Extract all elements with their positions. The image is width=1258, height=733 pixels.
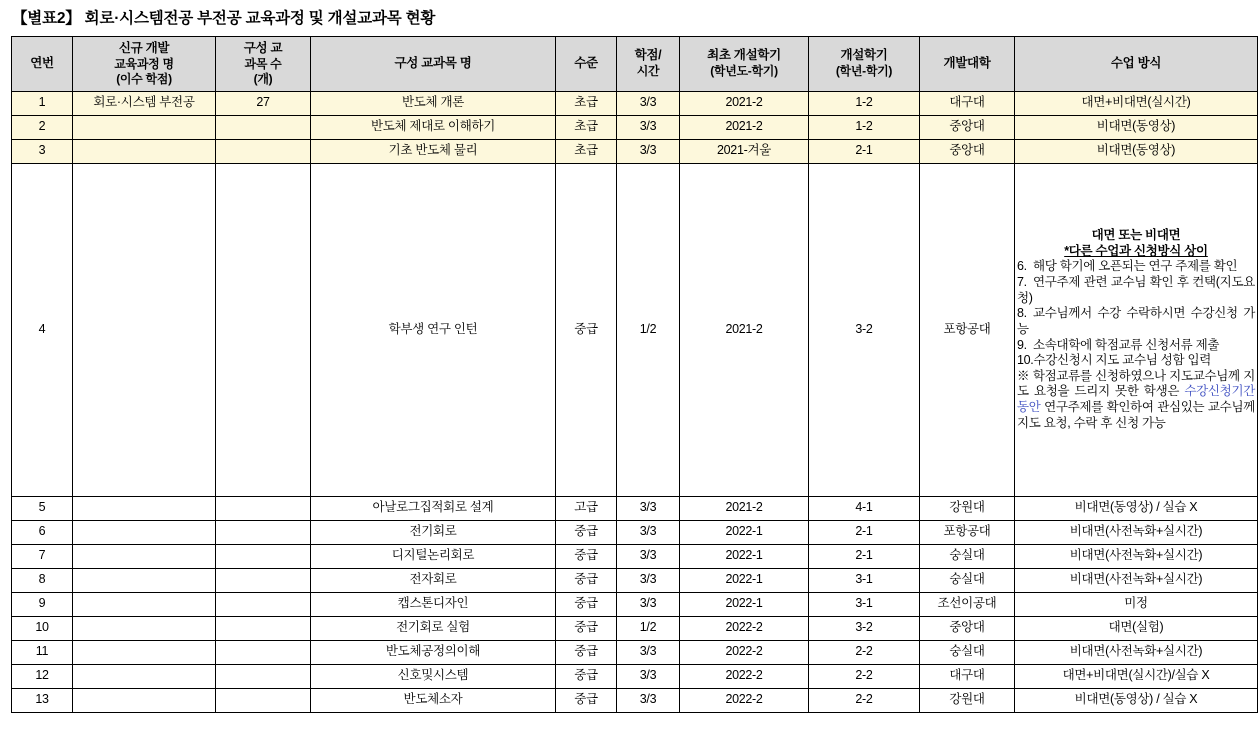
cell-univ: 숭실대 xyxy=(920,568,1015,592)
cell-level: 중급 xyxy=(556,664,617,688)
cell-no: 11 xyxy=(12,640,73,664)
cell-mode: 비대면(동영상) / 실습 X xyxy=(1015,496,1258,520)
cell-univ: 대구대 xyxy=(920,664,1015,688)
header-credit: 학점/ 시간 xyxy=(617,36,680,91)
cell-program xyxy=(73,520,216,544)
table-row xyxy=(12,592,1258,616)
cell-univ: 중앙대 xyxy=(920,115,1015,139)
mode-warning: *다른 수업과 신청방식 상이 xyxy=(1064,243,1208,258)
cell-univ: 포항공대 xyxy=(920,520,1015,544)
cell-count xyxy=(216,688,311,712)
mode-title: 대면 또는 비대면 xyxy=(1091,228,1181,243)
cell-mode: 비대면(사전녹화+실시간) xyxy=(1015,520,1258,544)
table-row xyxy=(12,688,1258,712)
cell-subject: 캡스톤디자인 xyxy=(311,592,556,616)
cell-credit: 3/3 xyxy=(617,568,680,592)
cell-subject: 디지털논리회로 xyxy=(311,544,556,568)
cell-count xyxy=(216,520,311,544)
mode-step: 9. 소속대학에 학점교류 신청서류 제출 xyxy=(1017,337,1220,352)
cell-program xyxy=(73,544,216,568)
cell-program: 회로·시스템 부전공 xyxy=(73,91,216,115)
cell-program xyxy=(73,568,216,592)
cell-subject: 전기회로 실험 xyxy=(311,616,556,640)
cell-credit: 1/2 xyxy=(617,163,680,496)
cell-univ: 강원대 xyxy=(920,496,1015,520)
mode-step: 7. 연구주제 관련 교수님 확인 후 컨택(지도요청) xyxy=(1017,275,1255,305)
cell-first-term: 2021-겨울 xyxy=(680,139,809,163)
cell-open-term: 3-1 xyxy=(809,568,920,592)
cell-open-term: 3-2 xyxy=(809,163,920,496)
table-row xyxy=(12,616,1258,640)
cell-mode: 비대면(동영상) / 실습 X xyxy=(1015,688,1258,712)
table-row xyxy=(12,544,1258,568)
cell-no: 1 xyxy=(12,91,73,115)
cell-open-term: 1-2 xyxy=(809,91,920,115)
table-row-intern xyxy=(12,163,1258,496)
cell-first-term: 2021-2 xyxy=(680,496,809,520)
cell-univ: 숭실대 xyxy=(920,640,1015,664)
cell-univ: 강원대 xyxy=(920,688,1015,712)
cell-first-term: 2021-2 xyxy=(680,163,809,496)
cell-credit: 3/3 xyxy=(617,520,680,544)
cell-count xyxy=(216,115,311,139)
cell-level: 고급 xyxy=(556,496,617,520)
cell-mode: 비대면(사전녹화+실시간) xyxy=(1015,544,1258,568)
cell-program xyxy=(73,664,216,688)
header-subject: 구성 교과목 명 xyxy=(311,36,556,91)
cell-no: 10 xyxy=(12,616,73,640)
table-body xyxy=(12,91,1258,712)
cell-subject: 반도체공정의이해 xyxy=(311,640,556,664)
cell-first-term: 2022-2 xyxy=(680,640,809,664)
cell-count xyxy=(216,163,311,496)
header-no: 연번 xyxy=(12,36,73,91)
table-row xyxy=(12,115,1258,139)
cell-first-term: 2022-1 xyxy=(680,592,809,616)
mode-note: ※ 학점교류를 신청하였으나 지도교수님께 지도 요청을 드리지 못한 학생은 수강신청기간 동안 연구주제를 확인하여 관심있는 교수님께 지도 요청, 수락 후 신청 가능 xyxy=(1017,368,1255,430)
table-header xyxy=(12,36,1258,91)
cell-subject: 신호및시스템 xyxy=(311,664,556,688)
cell-program xyxy=(73,616,216,640)
mode-step-list xyxy=(1017,259,1255,368)
cell-level: 초급 xyxy=(556,139,617,163)
cell-count xyxy=(216,139,311,163)
table-row xyxy=(12,568,1258,592)
cell-first-term: 2022-1 xyxy=(680,520,809,544)
cell-first-term: 2022-2 xyxy=(680,616,809,640)
mode-step: 10.수강신청시 지도 교수님 성함 입력 xyxy=(1017,353,1212,368)
header-first-term: 최초 개설학기 (학년도-학기) xyxy=(680,36,809,91)
cell-mode: 미정 xyxy=(1015,592,1258,616)
header-open-term: 개설학기 (학년-학기) xyxy=(809,36,920,91)
cell-credit: 3/3 xyxy=(617,592,680,616)
cell-credit: 3/3 xyxy=(617,91,680,115)
cell-univ: 중앙대 xyxy=(920,616,1015,640)
cell-count xyxy=(216,592,311,616)
cell-level: 중급 xyxy=(556,520,617,544)
cell-open-term: 3-2 xyxy=(809,616,920,640)
cell-count xyxy=(216,544,311,568)
cell-credit: 1/2 xyxy=(617,616,680,640)
cell-no: 6 xyxy=(12,520,73,544)
cell-level: 중급 xyxy=(556,544,617,568)
cell-no: 5 xyxy=(12,496,73,520)
cell-program xyxy=(73,688,216,712)
cell-univ: 조선이공대 xyxy=(920,592,1015,616)
cell-no: 2 xyxy=(12,115,73,139)
cell-credit: 3/3 xyxy=(617,640,680,664)
cell-no: 13 xyxy=(12,688,73,712)
cell-subject: 전기회로 xyxy=(311,520,556,544)
table-row xyxy=(12,640,1258,664)
mode-step: 6. 해당 학기에 오픈되는 연구 주제를 확인 xyxy=(1017,259,1238,274)
cell-credit: 3/3 xyxy=(617,664,680,688)
cell-subject: 아날로그집적회로 설계 xyxy=(311,496,556,520)
cell-mode-detail xyxy=(1015,163,1258,496)
cell-count xyxy=(216,640,311,664)
curriculum-table xyxy=(11,36,1258,713)
header-program: 신규 개발 교육과정 명 (이수 학점) xyxy=(73,36,216,91)
cell-subject: 반도체 개론 xyxy=(311,91,556,115)
cell-univ: 중앙대 xyxy=(920,139,1015,163)
cell-open-term: 2-1 xyxy=(809,544,920,568)
cell-program xyxy=(73,592,216,616)
cell-first-term: 2021-2 xyxy=(680,115,809,139)
cell-mode: 비대면(사전녹화+실시간) xyxy=(1015,568,1258,592)
header-univ: 개발대학 xyxy=(920,36,1015,91)
cell-level: 중급 xyxy=(556,640,617,664)
cell-mode: 대면+비대면(실시간)/실습 X xyxy=(1015,664,1258,688)
cell-level: 중급 xyxy=(556,568,617,592)
cell-count xyxy=(216,496,311,520)
table-row xyxy=(12,520,1258,544)
cell-count xyxy=(216,568,311,592)
cell-no: 4 xyxy=(12,163,73,496)
cell-level: 초급 xyxy=(556,91,617,115)
cell-level: 중급 xyxy=(556,616,617,640)
cell-first-term: 2022-1 xyxy=(680,544,809,568)
cell-subject: 전자회로 xyxy=(311,568,556,592)
cell-credit: 3/3 xyxy=(617,544,680,568)
cell-program xyxy=(73,139,216,163)
cell-open-term: 2-1 xyxy=(809,520,920,544)
cell-credit: 3/3 xyxy=(617,139,680,163)
cell-level: 초급 xyxy=(556,115,617,139)
cell-subject: 학부생 연구 인턴 xyxy=(311,163,556,496)
cell-credit: 3/3 xyxy=(617,496,680,520)
table-row xyxy=(12,496,1258,520)
cell-open-term: 2-2 xyxy=(809,664,920,688)
cell-no: 3 xyxy=(12,139,73,163)
header-mode: 수업 방식 xyxy=(1015,36,1258,91)
cell-credit: 3/3 xyxy=(617,688,680,712)
header-row xyxy=(12,36,1258,91)
cell-mode: 비대면(동영상) xyxy=(1015,139,1258,163)
cell-no: 7 xyxy=(12,544,73,568)
cell-count xyxy=(216,664,311,688)
cell-open-term: 2-2 xyxy=(809,640,920,664)
cell-no: 8 xyxy=(12,568,73,592)
cell-count: 27 xyxy=(216,91,311,115)
cell-level: 중급 xyxy=(556,163,617,496)
cell-open-term: 1-2 xyxy=(809,115,920,139)
cell-univ: 포항공대 xyxy=(920,163,1015,496)
cell-mode: 대면(실험) xyxy=(1015,616,1258,640)
cell-level: 중급 xyxy=(556,592,617,616)
table-row xyxy=(12,91,1258,115)
cell-open-term: 2-1 xyxy=(809,139,920,163)
mode-step: 8. 교수님께서 수강 수락하시면 수강신청 가능 xyxy=(1017,306,1255,336)
cell-subject: 기초 반도체 물리 xyxy=(311,139,556,163)
cell-program xyxy=(73,640,216,664)
table-row xyxy=(12,139,1258,163)
cell-univ: 대구대 xyxy=(920,91,1015,115)
table-row xyxy=(12,664,1258,688)
cell-open-term: 4-1 xyxy=(809,496,920,520)
cell-level: 중급 xyxy=(556,688,617,712)
cell-subject: 반도체소자 xyxy=(311,688,556,712)
cell-first-term: 2022-2 xyxy=(680,664,809,688)
page-title: 【별표2】 회로·시스템전공 부전공 교육과정 및 개설교과목 현황 xyxy=(12,10,436,27)
cell-credit: 3/3 xyxy=(617,115,680,139)
cell-first-term: 2022-2 xyxy=(680,688,809,712)
cell-first-term: 2021-2 xyxy=(680,91,809,115)
cell-subject: 반도체 제대로 이해하기 xyxy=(311,115,556,139)
cell-open-term: 3-1 xyxy=(809,592,920,616)
cell-no: 9 xyxy=(12,592,73,616)
cell-mode: 비대면(동영상) xyxy=(1015,115,1258,139)
header-count: 구성 교 과목 수 (개) xyxy=(216,36,311,91)
cell-mode: 비대면(사전녹화+실시간) xyxy=(1015,640,1258,664)
cell-mode: 대면+비대면(실시간) xyxy=(1015,91,1258,115)
cell-first-term: 2022-1 xyxy=(680,568,809,592)
cell-open-term: 2-2 xyxy=(809,688,920,712)
cell-program xyxy=(73,163,216,496)
cell-program xyxy=(73,496,216,520)
header-level: 수준 xyxy=(556,36,617,91)
cell-univ: 숭실대 xyxy=(920,544,1015,568)
cell-program xyxy=(73,115,216,139)
cell-count xyxy=(216,616,311,640)
cell-no: 12 xyxy=(12,664,73,688)
